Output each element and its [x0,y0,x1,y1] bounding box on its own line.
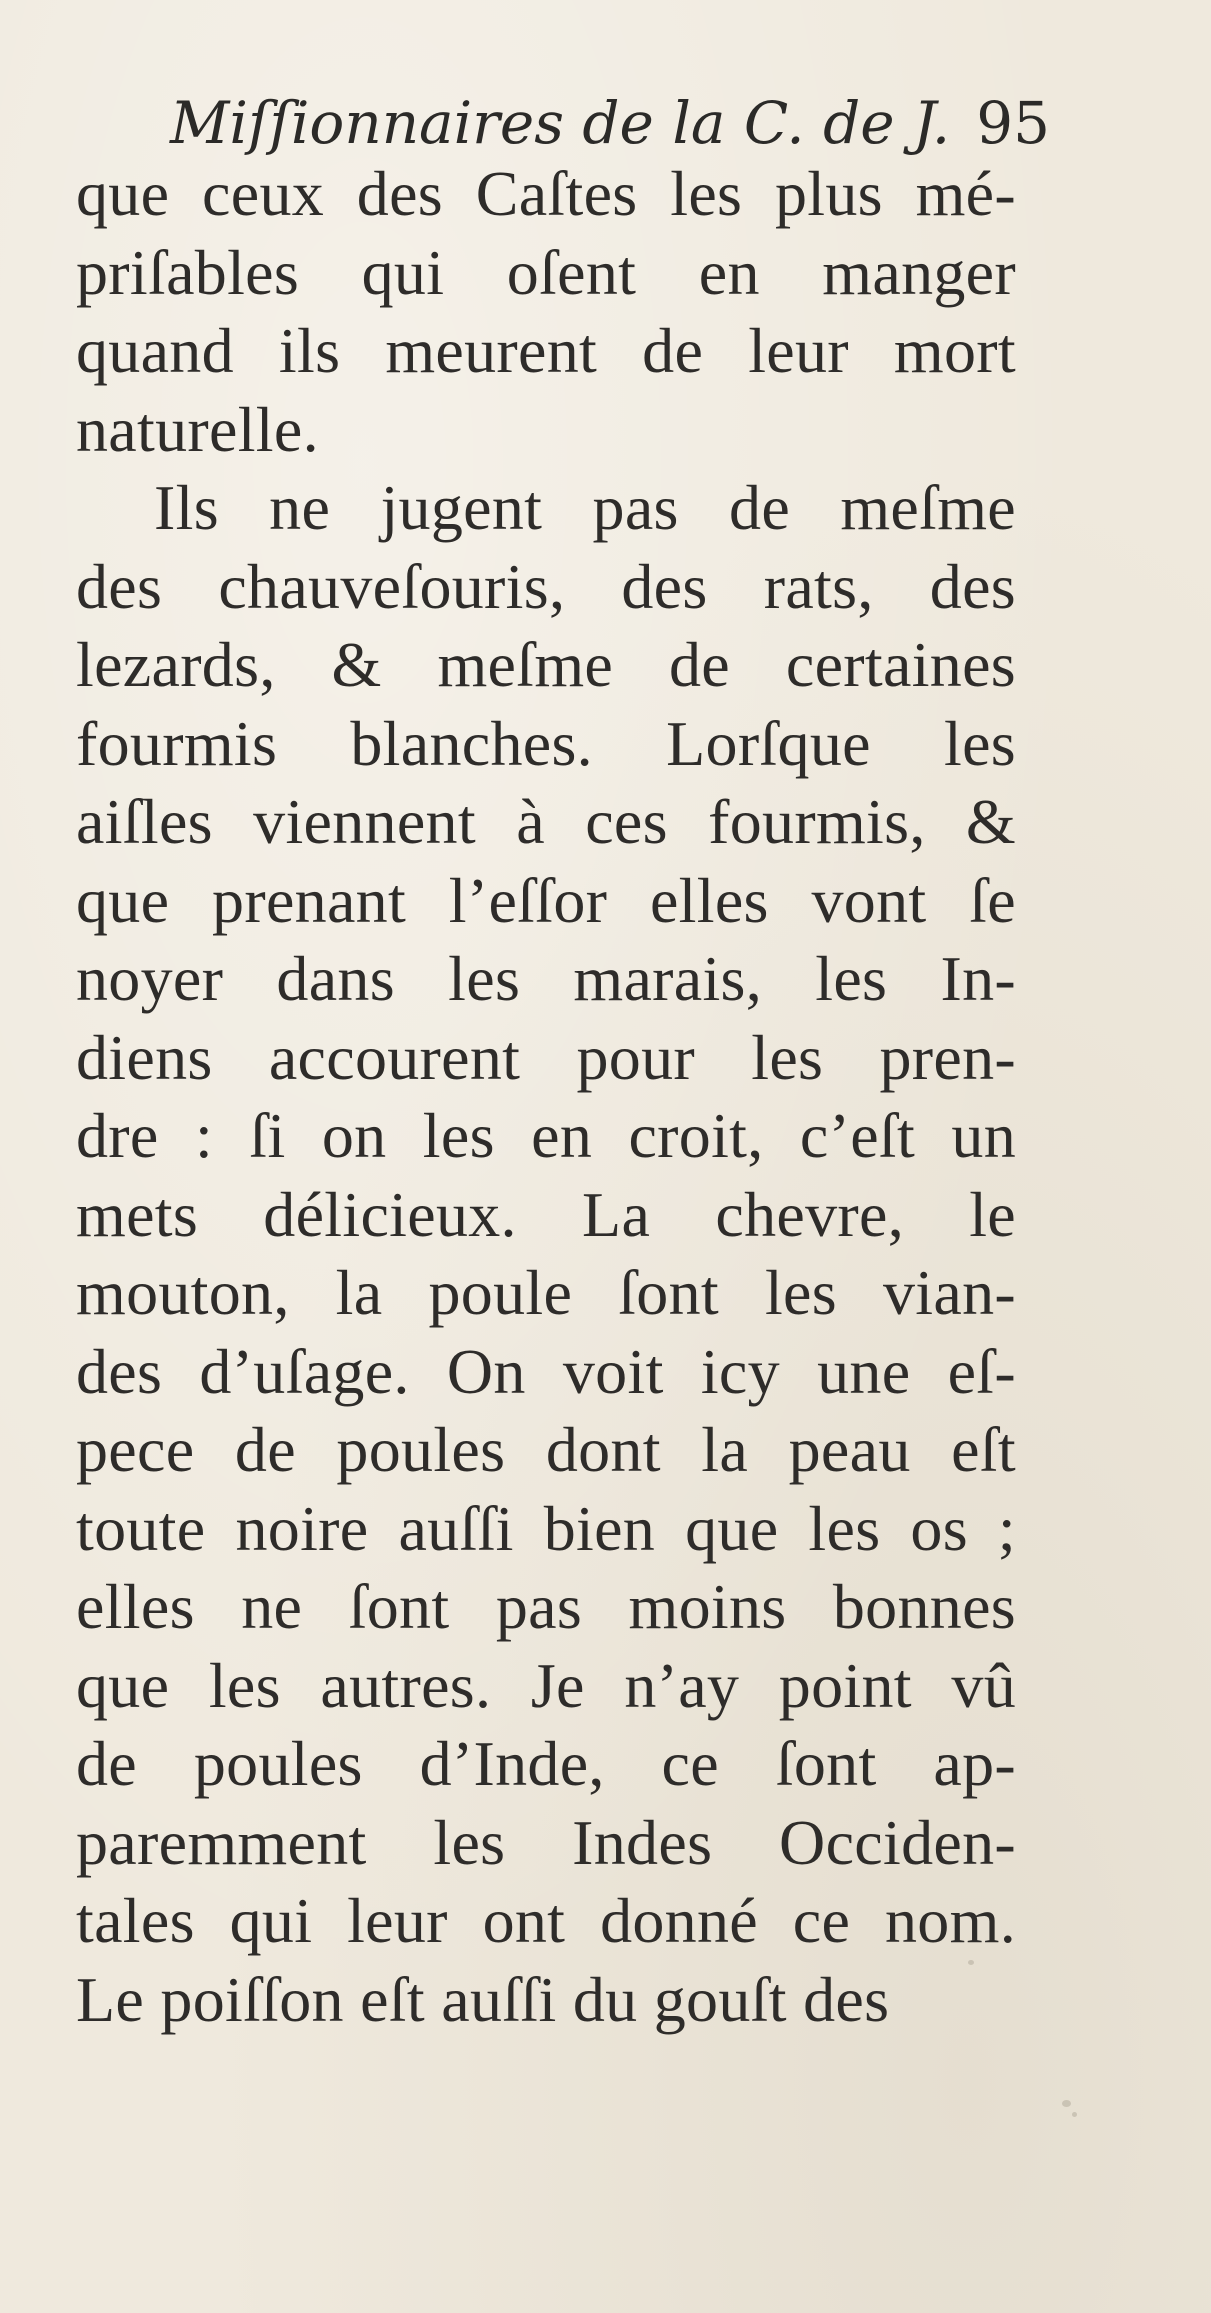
text-line: mouton, la poule ſont les vian- [76,1257,1016,1328]
running-title: Miſſionnaires de la C. de J. [170,89,951,157]
text-line: lezards, & meſme de certaines [76,629,1016,700]
text-line: que les autres. Je n’ay point vû [76,1649,1016,1721]
text-line: diens accourent pour les pren- [76,1021,1016,1093]
running-header [170,88,1050,158]
page-number: 95 [976,89,1050,157]
text-line: priſables qui oſent en manger [76,236,1016,308]
text-line: Ils ne jugent pas de meſme [154,472,1016,543]
body-text [76,155,1016,2039]
text-line: noyer dans les marais, les In- [76,943,1016,1014]
text-line: de poules d’Inde, ce ſont ap- [76,1728,1016,1799]
text-line: que ceux des Caſtes les plus mé- [76,158,1016,229]
paper-speck [1062,2100,1071,2107]
text-line: paremment les Indes Occiden- [76,1806,1016,1878]
text-line: fourmis blanches. Lorſque les [76,707,1016,779]
text-line: que prenant l’eſſor elles vont ſe [76,864,1016,936]
text-line: naturelle. [76,393,319,465]
text-line: mets délicieux. La chevre, le [76,1178,1016,1250]
text-line: aiſles viennent à ces fourmis, & [76,786,1016,857]
text-line: des d’uſage. On voit icy une eſ- [76,1335,1016,1407]
paper-speck [968,1960,974,1965]
text-line: elles ne ſont pas moins bonnes [76,1571,1016,1642]
paper-speck [1072,2112,1077,2117]
text-line: pece de poules dont la peau eſt [76,1414,1016,1485]
text-line: quand ils meurent de leur mort [76,315,1016,386]
text-line: Le poiſſon eſt auſſi du gouſt des [76,1963,890,2035]
text-line: tales qui leur ont donné ce nom. [76,1885,1016,1956]
text-line: dre : ſi on les en croit, c’eſt un [76,1100,1016,1171]
text-line: des chauveſouris, des rats, des [76,550,1016,622]
text-line: toute noire auſſi bien que les os ; [76,1492,1016,1564]
